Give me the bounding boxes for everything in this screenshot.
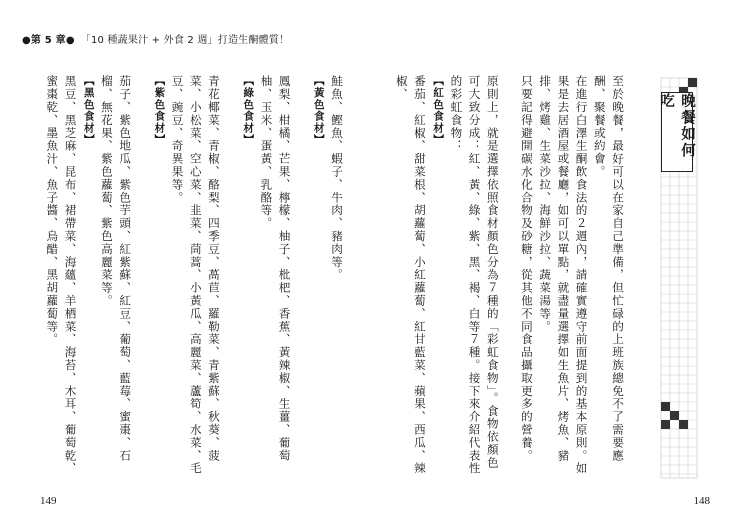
section-title: 晚餐如何吃 <box>658 93 695 159</box>
grid-block <box>688 78 697 87</box>
section-title-box <box>658 92 695 172</box>
paragraph: 鮭魚、鰹魚、蝦子、牛肉、豬肉等。 <box>330 75 344 282</box>
grid-block <box>670 411 679 420</box>
running-header <box>22 30 289 46</box>
page-number-left: 149 <box>40 495 57 507</box>
chapter-title: 「10 種蔬果汁 + 外食 2 週」打造生酮體質！ <box>80 34 290 46</box>
paragraph: 至於晚餐，最好可以在家自己準備，但忙碌的上班族總免不了需要應酬、聚餐或約會。 <box>592 75 625 462</box>
paragraph: 原則上，就是選擇依照食材顏色分為７種的「彩虹食物」。食物依顏色可大致分成：紅、黃、綠、紫、黑、褐、白等７種。接下來介紹代表性的彩虹食物： <box>449 75 500 475</box>
paragraph: 茄子、紫色地瓜、紫色芋頭、紅紫蘇、紅豆、葡萄、藍莓、蜜棗、石榴、無花果、紫色蘿蔔、紫色高麗菜等。 <box>99 75 133 462</box>
category-heading-purple: 【紫色食材】 <box>153 75 166 146</box>
paragraph: 只要記得避開碳水化合物及砂糖，從其他不同食品攝取更多的營養。 <box>519 75 534 462</box>
category-heading-yellow: 【黃色食材】 <box>312 75 325 146</box>
paragraph: 黑豆、黑芝麻、昆布、裙帶菜、海蘊、羊栖菜、海苔、木耳、葡萄乾、蜜棗乾、墨魚汁、魚子醬、烏醋、黑胡蘿蔔等。 <box>45 75 78 475</box>
page-number-right: 148 <box>693 495 710 507</box>
paragraph: 番茄、紅椒、甜菜根、胡蘿蔔、小紅蘿蔔、紅甘藍菜、蘋果、西瓜、辣椒、 <box>394 75 427 475</box>
category-heading-black: 【黑色食材】 <box>82 75 95 146</box>
paragraph: 在進行白澤生酮飲食法的２週內，請確實遵守前面提到的基本原則。如果是去居酒屋或餐廳，如可以單點，就盡量選擇如生魚片、烤魚、豬排、烤雞、生菜沙拉、海鮮沙拉、蔬菜湯等。 <box>538 75 589 475</box>
grid-block <box>661 420 670 429</box>
category-heading-red: 【紅色食材】 <box>432 75 445 146</box>
category-heading-green: 【綠色食材】 <box>242 75 255 146</box>
grid-block <box>679 420 688 429</box>
left-page-body <box>45 75 362 480</box>
paragraph: 鳳梨、柑橘、芒果、檸檬、柚子、枇杷、香蕉、黃辣椒、生薑、葡萄柚、玉米、蛋黃、乳酪等。 <box>259 75 292 462</box>
chapter-label: ●第 5 章● <box>22 34 75 46</box>
paragraph: 青花椰菜、青椒、酪梨、四季豆、萵苣、羅勒菜、青紫蘇、秋葵、菠菜、小松菜、空心菜、韭菜、茼蒿、小黃瓜、高麗菜、蘆筍、水菜、毛豆、豌豆、奇異果等。 <box>170 75 221 475</box>
grid-block <box>661 402 670 411</box>
